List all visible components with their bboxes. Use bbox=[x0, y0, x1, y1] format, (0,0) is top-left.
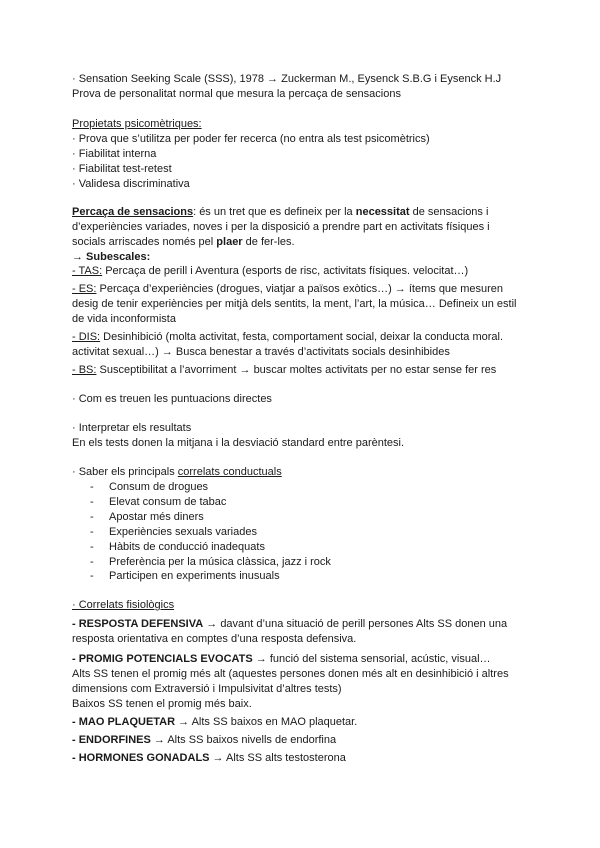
fisio-text: → funció del sistema sensorial, acústic, visual… bbox=[252, 653, 491, 665]
subescale-text: Percaça d’experiències (drogues, viatjar a països exòtics…) → ítems que mesuren bbox=[96, 283, 504, 295]
fisio-text: → Alts SS baixos en MAO plaquetar. bbox=[175, 716, 358, 728]
fisio-text: → Alts SS alts testosterona bbox=[209, 752, 346, 764]
subescale-label: - DIS: bbox=[72, 331, 101, 343]
subescale-text: Desinhibició (molta activitat, festa, comportament social, deixar la conducta moral. bbox=[100, 331, 504, 343]
list-bullet: - bbox=[90, 496, 94, 508]
subescale-label: - BS: bbox=[72, 364, 97, 376]
list-bullet: - bbox=[90, 526, 94, 538]
definicio-line-3 bbox=[72, 235, 295, 250]
fisio-label: - MAO PLAQUETAR bbox=[72, 716, 176, 728]
subescale-es bbox=[72, 282, 503, 297]
fisio-text: → davant d’una situació de perill persones Alts SS donen una bbox=[203, 618, 508, 630]
promig-line-3: dimensions com Extraversió i Impulsivitat d’altres tests) bbox=[72, 683, 342, 695]
list-item: Participen en experiments inusuals bbox=[109, 570, 280, 582]
propietats-title: Propietats psicomètriques: bbox=[72, 118, 202, 130]
definicio-text: : és un tret que es defineix per la bbox=[193, 206, 356, 218]
definicio-line-2: d’experiències variades, noves i per la disposició a prendre part en activitats físiques i bbox=[72, 221, 490, 233]
promig-line-4: Baixos SS tenen el promig més baix. bbox=[72, 698, 252, 710]
list-item: Hàbits de conducció inadequats bbox=[109, 541, 265, 553]
propietats-item: · Prova que s’utilitza per poder fer recerca (no entra als test psicomètrics) bbox=[72, 133, 430, 145]
promig-potencials bbox=[72, 652, 491, 667]
header-line-2: Prova de personalitat normal que mesura la percaça de sensacions bbox=[72, 88, 401, 100]
subescale-label: - ES: bbox=[72, 283, 97, 295]
subescale-text: Percaça de perill i Aventura (esports de risc, activitats físiques. velocitat…) bbox=[102, 265, 469, 277]
list-item: Apostar més diners bbox=[109, 511, 204, 523]
fisio-label: - HORMONES GONADALS bbox=[72, 752, 210, 764]
interpretar-line-1: · Interpretar els resultats bbox=[72, 422, 192, 434]
list-bullet: - bbox=[90, 511, 94, 523]
mao-plaquetar bbox=[72, 715, 357, 730]
fisio-label: - ENDORFINES bbox=[72, 734, 151, 746]
subescale-label: - TAS: bbox=[72, 265, 103, 277]
definicio-text: de fer-les. bbox=[242, 236, 295, 248]
propietats-item: · Fiabilitat interna bbox=[72, 148, 157, 160]
hormones-gonadals bbox=[72, 751, 346, 766]
list-bullet: - bbox=[90, 570, 94, 582]
list-item: Elevat consum de tabac bbox=[109, 496, 227, 508]
definicio-line-1 bbox=[72, 205, 488, 220]
subescale-es-line-3: de vida inconformista bbox=[72, 313, 176, 325]
definicio-term: Percaça de sensacions bbox=[72, 206, 194, 218]
resposta-defensiva bbox=[72, 617, 507, 632]
propietats-item: · Validesa discriminativa bbox=[72, 178, 190, 190]
subescale-bs bbox=[72, 363, 496, 378]
interpretar-line-2: En els tests donen la mitjana i la desviació standard entre parèntesi. bbox=[72, 437, 405, 449]
list-bullet: - bbox=[90, 481, 94, 493]
correlats-intro-text: · Saber els principals bbox=[72, 466, 178, 478]
endorfines bbox=[72, 733, 336, 748]
subescale-tas bbox=[72, 264, 468, 279]
definicio-necessitat: necessitat bbox=[355, 206, 410, 218]
header-line-1: · Sensation Seeking Scale (SSS), 1978 → Zuckerman M., Eysenck S.B.G i Eysenck H.J bbox=[72, 73, 502, 85]
list-item: Preferència per la música clàssica, jazz i rock bbox=[109, 556, 331, 568]
correlats-intro bbox=[72, 465, 282, 480]
list-bullet: - bbox=[90, 541, 94, 553]
fisio-text: → Alts SS baixos nivells de endorfina bbox=[150, 734, 337, 746]
subescale-text: Susceptibilitat a l’avorriment → buscar moltes activitats per no estar sense fer res bbox=[96, 364, 497, 376]
resposta-defensiva-line-2: resposta orientativa en comptes d’una resposta defensiva. bbox=[72, 633, 357, 645]
list-item: Consum de drogues bbox=[109, 481, 209, 493]
correlats-intro-underlined: correlats conductuals bbox=[177, 466, 282, 478]
subescale-dis-line-2: activitat sexual…) → Busca benestar a través d’activitats socials desinhibides bbox=[72, 346, 450, 358]
fisiologics-title: · Correlats fisiològics bbox=[72, 599, 175, 611]
list-bullet: - bbox=[90, 556, 94, 568]
propietats-item: · Fiabilitat test-retest bbox=[72, 163, 172, 175]
subescale-es-line-2: desig de tenir experiències per mitjà dels sentits, la ment, l’art, la música… Defineix un estil bbox=[72, 298, 517, 310]
subescale-dis bbox=[72, 330, 503, 345]
subescales-title: → Subescales: bbox=[72, 251, 151, 263]
fisio-label: - RESPOSTA DEFENSIVA bbox=[72, 618, 204, 630]
definicio-plaer: plaer bbox=[216, 236, 243, 248]
fisio-label: - PROMIG POTENCIALS EVOCATS bbox=[72, 653, 253, 665]
definicio-text: de sensacions i bbox=[409, 206, 489, 218]
promig-line-2: Alts SS tenen el promig més alt (aquestes persones donen més alt en desinhibició i altres bbox=[72, 668, 509, 680]
definicio-text: socials arriscades només pel bbox=[72, 236, 217, 248]
puntuacions-line: · Com es treuen les puntuacions directes bbox=[72, 393, 272, 405]
list-item: Experiències sexuals variades bbox=[109, 526, 257, 538]
